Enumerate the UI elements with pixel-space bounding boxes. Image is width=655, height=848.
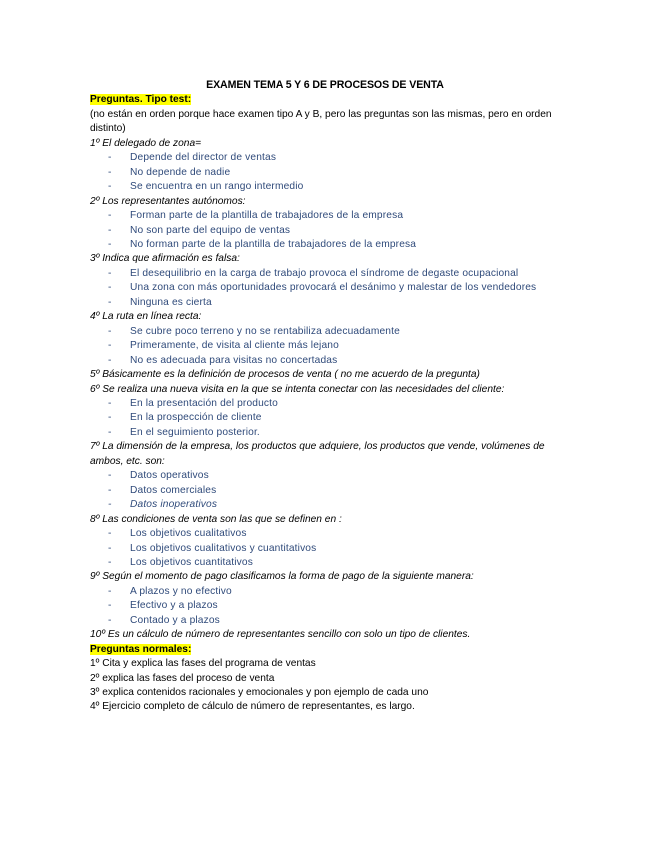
option-4a: - Se cubre poco terreno y no se rentabiliza adecuadamente [90, 325, 560, 339]
question-1: 1º El delegado de zona= [90, 137, 202, 149]
note-text: (no están en orden porque hace examen tipo A y B, pero las preguntas son las mismas, pero en orden distinto) [90, 108, 552, 135]
option-7b: - Datos comerciales [90, 484, 560, 498]
option-8a: - Los objetivos cualitativos [90, 527, 560, 541]
test-questions-heading: Preguntas. Tipo test: [90, 94, 192, 106]
question-7: 7º La dimensión de la empresa, los productos que adquiere, los productos que vende, volúmenes de ambos, etc. son: [90, 441, 545, 467]
normal-question-1: 1º Cita y explica las fases del programa de ventas [90, 658, 316, 670]
normal-questions-heading: Preguntas normales: [90, 643, 192, 655]
option-6b: - En la prospección de cliente [90, 411, 560, 425]
option-6a: - En la presentación del producto [90, 397, 560, 411]
option-4c: - No es adecuada para visitas no concertadas [90, 354, 560, 368]
option-7a: - Datos operativos [90, 469, 560, 483]
question-4: 4º La ruta en línea recta: [90, 311, 202, 323]
option-8c: - Los objetivos cuantitativos [90, 556, 560, 570]
option-3b: - Una zona con más oportunidades provocará el desánimo y malestar de los vendedores [90, 281, 560, 295]
question-8: 8º Las condiciones de venta son las que se definen en : [90, 513, 342, 525]
normal-question-3: 3º explica contenidos racionales y emocionales y pon ejemplo de cada uno [90, 687, 429, 699]
normal-question-4: 4º Ejercicio completo de cálculo de número de representantes, es largo. [90, 701, 415, 713]
option-2b: - No son parte del equipo de ventas [90, 224, 560, 238]
option-3a: - El desequilibrio en la carga de trabajo provoca el síndrome de degaste ocupacional [90, 267, 560, 281]
option-2c: - No forman parte de la plantilla de trabajadores de la empresa [90, 238, 560, 252]
option-7c: - Datos inoperativos [90, 498, 560, 512]
option-9c: - Contado y a plazos [90, 614, 560, 628]
option-8b: - Los objetivos cualitativos y cuantitativos [90, 542, 560, 556]
option-1b: - No depende de nadie [90, 166, 560, 180]
question-5: 5º Básicamente es la definición de procesos de venta ( no me acuerdo de la pregunta) [90, 369, 480, 381]
document-title: EXAMEN TEMA 5 Y 6 DE PROCESOS DE VENTA [206, 79, 444, 91]
question-9: 9º Según el momento de pago clasificamos la forma de pago de la siguiente manera: [90, 571, 474, 583]
normal-question-2: 2º explica las fases del proceso de venta [90, 672, 275, 684]
option-4b: - Primeramente, de visita al cliente más lejano [90, 339, 560, 353]
option-9a: - A plazos y no efectivo [90, 585, 560, 599]
option-9b: - Efectivo y a plazos [90, 599, 560, 613]
question-6: 6º Se realiza una nueva visita en la que se intenta conectar con las necesidades del cliente: [90, 383, 505, 395]
option-2a: - Forman parte de la plantilla de trabajadores de la empresa [90, 209, 560, 223]
option-3c: - Ninguna es cierta [90, 296, 560, 310]
option-1a: - Depende del director de ventas [90, 151, 560, 165]
question-3: 3º Indica que afirmación es falsa: [90, 253, 240, 265]
question-10: 10º Es un cálculo de número de representantes sencillo con solo un tipo de clientes. [90, 629, 471, 641]
option-1c: - Se encuentra en un rango intermedio [90, 180, 560, 194]
question-2: 2º Los representantes autónomos: [90, 195, 246, 207]
document-page [90, 78, 560, 715]
option-6c: - En el seguimiento posterior. [90, 426, 560, 440]
